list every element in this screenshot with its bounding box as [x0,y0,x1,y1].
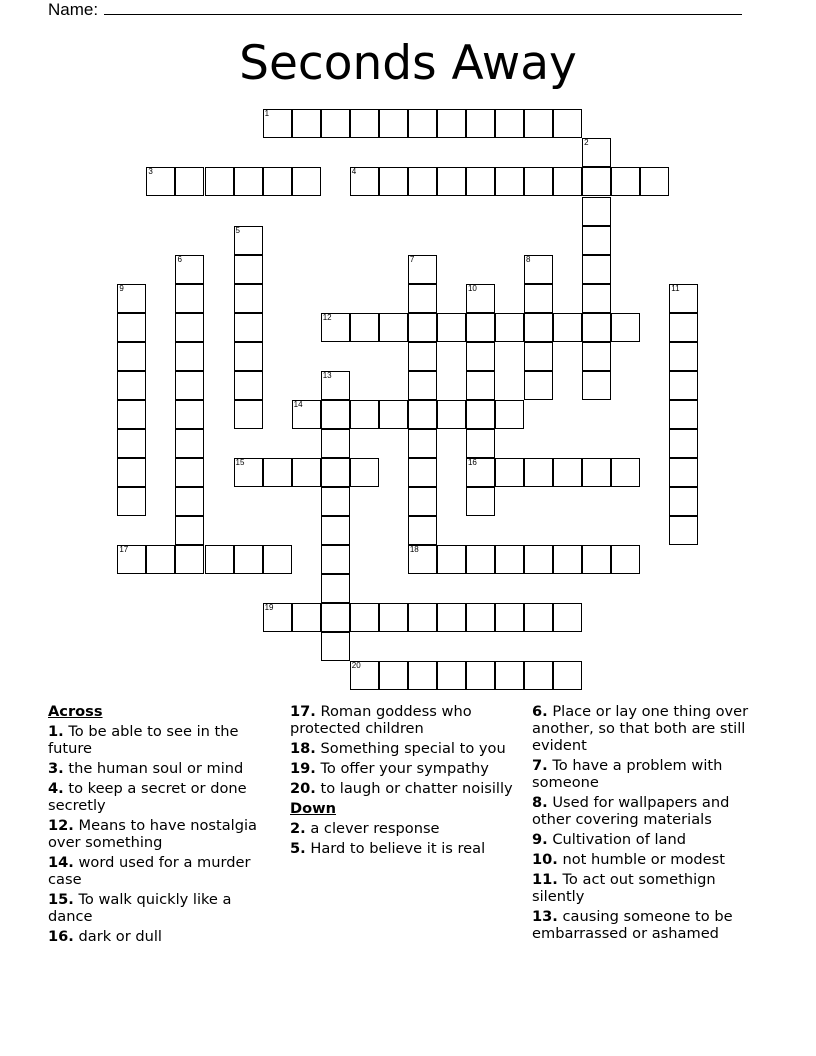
grid-cell[interactable] [495,313,524,342]
grid-cell[interactable] [495,545,524,574]
grid-cell[interactable] [553,545,582,574]
grid-cell[interactable] [350,458,379,487]
clue-across-18: 18. Something special to you [290,740,506,757]
grid-cell[interactable] [553,661,582,690]
grid-cell[interactable] [321,487,350,516]
clue-across-20: 20. to laugh or chatter noisilly [290,780,513,797]
grid-cell[interactable] [292,109,321,138]
grid-cell[interactable] [611,545,640,574]
grid-cell[interactable] [234,284,263,313]
grid-cell[interactable] [379,313,408,342]
grid-cell[interactable] [234,255,263,284]
grid-cell[interactable] [234,371,263,400]
grid-cell[interactable] [466,371,495,400]
grid-cell[interactable] [669,516,698,545]
clue-across-4: 4. to keep a secret or done secretly [48,780,247,814]
grid-cell[interactable] [205,167,234,196]
grid-cell[interactable] [466,487,495,516]
clue-number: 1 [264,109,270,119]
clues-column-3 [532,703,764,945]
grid-cell[interactable] [524,284,553,313]
clue-down-7: 7. To have a problem with someone [532,757,723,791]
grid-cell[interactable] [175,487,204,516]
grid-cell[interactable] [582,545,611,574]
grid-cell[interactable] [408,342,437,371]
clue-number: 13 [322,370,332,380]
grid-cell[interactable] [321,109,350,138]
grid-cell[interactable] [495,661,524,690]
grid-cell[interactable] [408,429,437,458]
clue-number: 17 [119,545,129,555]
grid-cell[interactable] [466,313,495,342]
clue-number: 11 [671,283,680,293]
grid-cell[interactable] [408,167,437,196]
grid-cell[interactable] [408,545,437,574]
grid-cell[interactable] [321,574,350,603]
grid-cell[interactable] [408,313,437,342]
grid-cell[interactable] [582,167,611,196]
clue-number: 20 [351,661,361,671]
grid-cell[interactable] [437,109,466,138]
grid-cell[interactable] [669,400,698,429]
clue-across-1: 1. To be able to see in the future [48,723,239,757]
grid-cell[interactable] [321,545,350,574]
grid-cell[interactable] [466,109,495,138]
grid-cell[interactable] [466,284,495,313]
clue-down-9: 9. Cultivation of land [532,831,687,848]
grid-cell[interactable] [205,545,234,574]
grid-cell[interactable] [321,429,350,458]
grid-cell[interactable] [408,661,437,690]
grid-cell[interactable] [495,603,524,632]
grid-cell[interactable] [379,167,408,196]
grid-cell[interactable] [582,313,611,342]
grid-cell[interactable] [582,284,611,313]
grid-cell[interactable] [669,429,698,458]
grid-cell[interactable] [321,516,350,545]
name-label: Name: [48,0,99,19]
grid-cell[interactable] [437,603,466,632]
grid-cell[interactable] [117,400,146,429]
grid-cell[interactable] [408,284,437,313]
clue-across-16: 16. dark or dull [48,928,162,945]
grid-cell[interactable] [408,458,437,487]
grid-cell[interactable] [117,284,146,313]
clue-number: 19 [264,603,274,613]
grid-cell[interactable] [350,603,379,632]
grid-cell[interactable] [234,458,263,487]
grid-cell[interactable] [292,603,321,632]
clue-down-11: 11. To act out somethign silently [532,871,716,905]
grid-cell[interactable] [582,255,611,284]
grid-cell[interactable] [553,167,582,196]
grid-cell[interactable] [524,371,553,400]
grid-cell[interactable] [379,400,408,429]
grid-cell[interactable] [553,458,582,487]
grid-cell[interactable] [263,167,292,196]
clue-number: 3 [148,167,153,177]
grid-cell[interactable] [466,429,495,458]
grid-cell[interactable] [640,167,669,196]
grid-cell[interactable] [263,109,292,138]
clue-down-6: 6. Place or lay one thing over another, so that both are still evident [532,703,749,754]
clues-column-1 [48,703,280,948]
grid-cell[interactable] [466,603,495,632]
clue-number: 10 [467,283,477,293]
grid-cell[interactable] [175,167,204,196]
grid-cell[interactable] [292,458,321,487]
grid-cell[interactable] [466,342,495,371]
grid-cell[interactable] [175,429,204,458]
grid-cell[interactable] [117,487,146,516]
clue-number: 18 [409,545,419,555]
clue-number: 4 [351,167,357,177]
grid-cell[interactable] [350,661,379,690]
clue-down-5: 5. Hard to believe it is real [290,840,486,857]
grid-cell[interactable] [524,342,553,371]
grid-cell[interactable] [611,458,640,487]
grid-cell[interactable] [175,255,204,284]
grid-cell[interactable] [175,516,204,545]
grid-cell[interactable] [524,458,553,487]
grid-cell[interactable] [117,545,146,574]
clue-across-3: 3. the human soul or mind [48,760,244,777]
grid-cell[interactable] [582,458,611,487]
grid-cell[interactable] [408,109,437,138]
grid-cell[interactable] [146,545,175,574]
grid-cell[interactable] [408,255,437,284]
clues-column-2 [290,703,518,860]
clue-across-14: 14. word used for a murder case [48,854,251,888]
grid-cell[interactable] [292,167,321,196]
grid-cell[interactable] [466,545,495,574]
grid-cell[interactable] [524,545,553,574]
grid-cell[interactable] [175,371,204,400]
grid-cell[interactable] [466,167,495,196]
grid-cell[interactable] [437,400,466,429]
clue-number: 5 [235,225,240,235]
grid-cell[interactable] [611,167,640,196]
grid-cell[interactable] [175,545,204,574]
grid-cell[interactable] [117,371,146,400]
grid-cell[interactable] [379,603,408,632]
grid-cell[interactable] [495,400,524,429]
grid-cell[interactable] [263,458,292,487]
down-heading: Down [290,800,337,817]
grid-cell[interactable] [321,458,350,487]
grid-cell[interactable] [669,342,698,371]
grid-cell[interactable] [234,342,263,371]
grid-cell[interactable] [669,284,698,313]
grid-cell[interactable] [437,661,466,690]
grid-cell[interactable] [437,167,466,196]
grid-cell[interactable] [524,109,553,138]
grid-cell[interactable] [437,313,466,342]
clue-across-17: 17. Roman goddess who protected children [290,703,472,737]
grid-cell[interactable] [263,545,292,574]
grid-cell[interactable] [669,313,698,342]
clue-across-12: 12. Means to have nostalgia over something [48,817,258,851]
grid-cell[interactable] [524,661,553,690]
grid-cell[interactable] [611,313,640,342]
clue-down-2: 2. a clever response [290,820,440,837]
grid-cell[interactable] [350,400,379,429]
grid-cell[interactable] [408,487,437,516]
grid-cell[interactable] [524,603,553,632]
clue-number: 6 [177,254,182,264]
grid-cell[interactable] [146,167,175,196]
grid-cell[interactable] [408,400,437,429]
grid-cell[interactable] [263,603,292,632]
grid-cell[interactable] [321,371,350,400]
clue-number: 16 [467,457,477,467]
clue-number: 14 [293,399,303,409]
grid-cell[interactable] [582,226,611,255]
clue-number: 9 [119,283,124,293]
grid-cell[interactable] [466,661,495,690]
grid-cell[interactable] [669,458,698,487]
grid-cell[interactable] [117,429,146,458]
grid-cell[interactable] [408,516,437,545]
clue-across-19: 19. To offer your sympathy [290,760,489,777]
grid-cell[interactable] [437,545,466,574]
grid-cell[interactable] [669,487,698,516]
grid-cell[interactable] [117,313,146,342]
grid-cell[interactable] [582,342,611,371]
grid-cell[interactable] [234,313,263,342]
clue-number: 12 [322,312,332,322]
grid-cell[interactable] [466,400,495,429]
grid-cell[interactable] [234,167,263,196]
clue-down-8: 8. Used for wallpapers and other covering materials [532,794,730,828]
grid-cell[interactable] [379,661,408,690]
grid-cell[interactable] [582,197,611,226]
grid-cell[interactable] [524,167,553,196]
grid-cell[interactable] [321,313,350,342]
grid-cell[interactable] [553,109,582,138]
grid-cell[interactable] [553,313,582,342]
grid-cell[interactable] [582,138,611,167]
clue-down-13: 13. causing someone to be embarrassed or ashamed [532,908,733,942]
grid-cell[interactable] [495,458,524,487]
clue-number: 2 [584,138,589,148]
across-heading: Across [48,703,103,720]
clue-number: 15 [235,457,245,467]
grid-cell[interactable] [175,284,204,313]
grid-cell[interactable] [408,603,437,632]
grid-cell[interactable] [495,109,524,138]
grid-cell[interactable] [466,458,495,487]
grid-cell[interactable] [350,313,379,342]
grid-cell[interactable] [175,342,204,371]
grid-cell[interactable] [175,313,204,342]
grid-cell[interactable] [669,371,698,400]
clue-down-10: 10. not humble or modest [532,851,725,868]
grid-cell[interactable] [234,400,263,429]
grid-cell[interactable] [582,371,611,400]
clue-across-15: 15. To walk quickly like a dance [48,891,232,925]
grid-cell[interactable] [379,109,408,138]
grid-cell[interactable] [495,167,524,196]
grid-cell[interactable] [175,400,204,429]
grid-cell[interactable] [117,458,146,487]
grid-cell[interactable] [408,371,437,400]
grid-cell[interactable] [350,167,379,196]
grid-cell[interactable] [321,632,350,661]
grid-cell[interactable] [524,313,553,342]
grid-cell[interactable] [175,458,204,487]
grid-cell[interactable] [234,545,263,574]
grid-cell[interactable] [524,255,553,284]
grid-cell[interactable] [350,109,379,138]
clue-number: 7 [409,254,415,264]
puzzle-title: Seconds Away [239,36,577,91]
clue-number: 8 [526,254,531,264]
grid-cell[interactable] [234,226,263,255]
grid-cell[interactable] [321,603,350,632]
grid-cell[interactable] [117,342,146,371]
grid-cell[interactable] [292,400,321,429]
grid-cell[interactable] [553,603,582,632]
grid-cell[interactable] [321,400,350,429]
